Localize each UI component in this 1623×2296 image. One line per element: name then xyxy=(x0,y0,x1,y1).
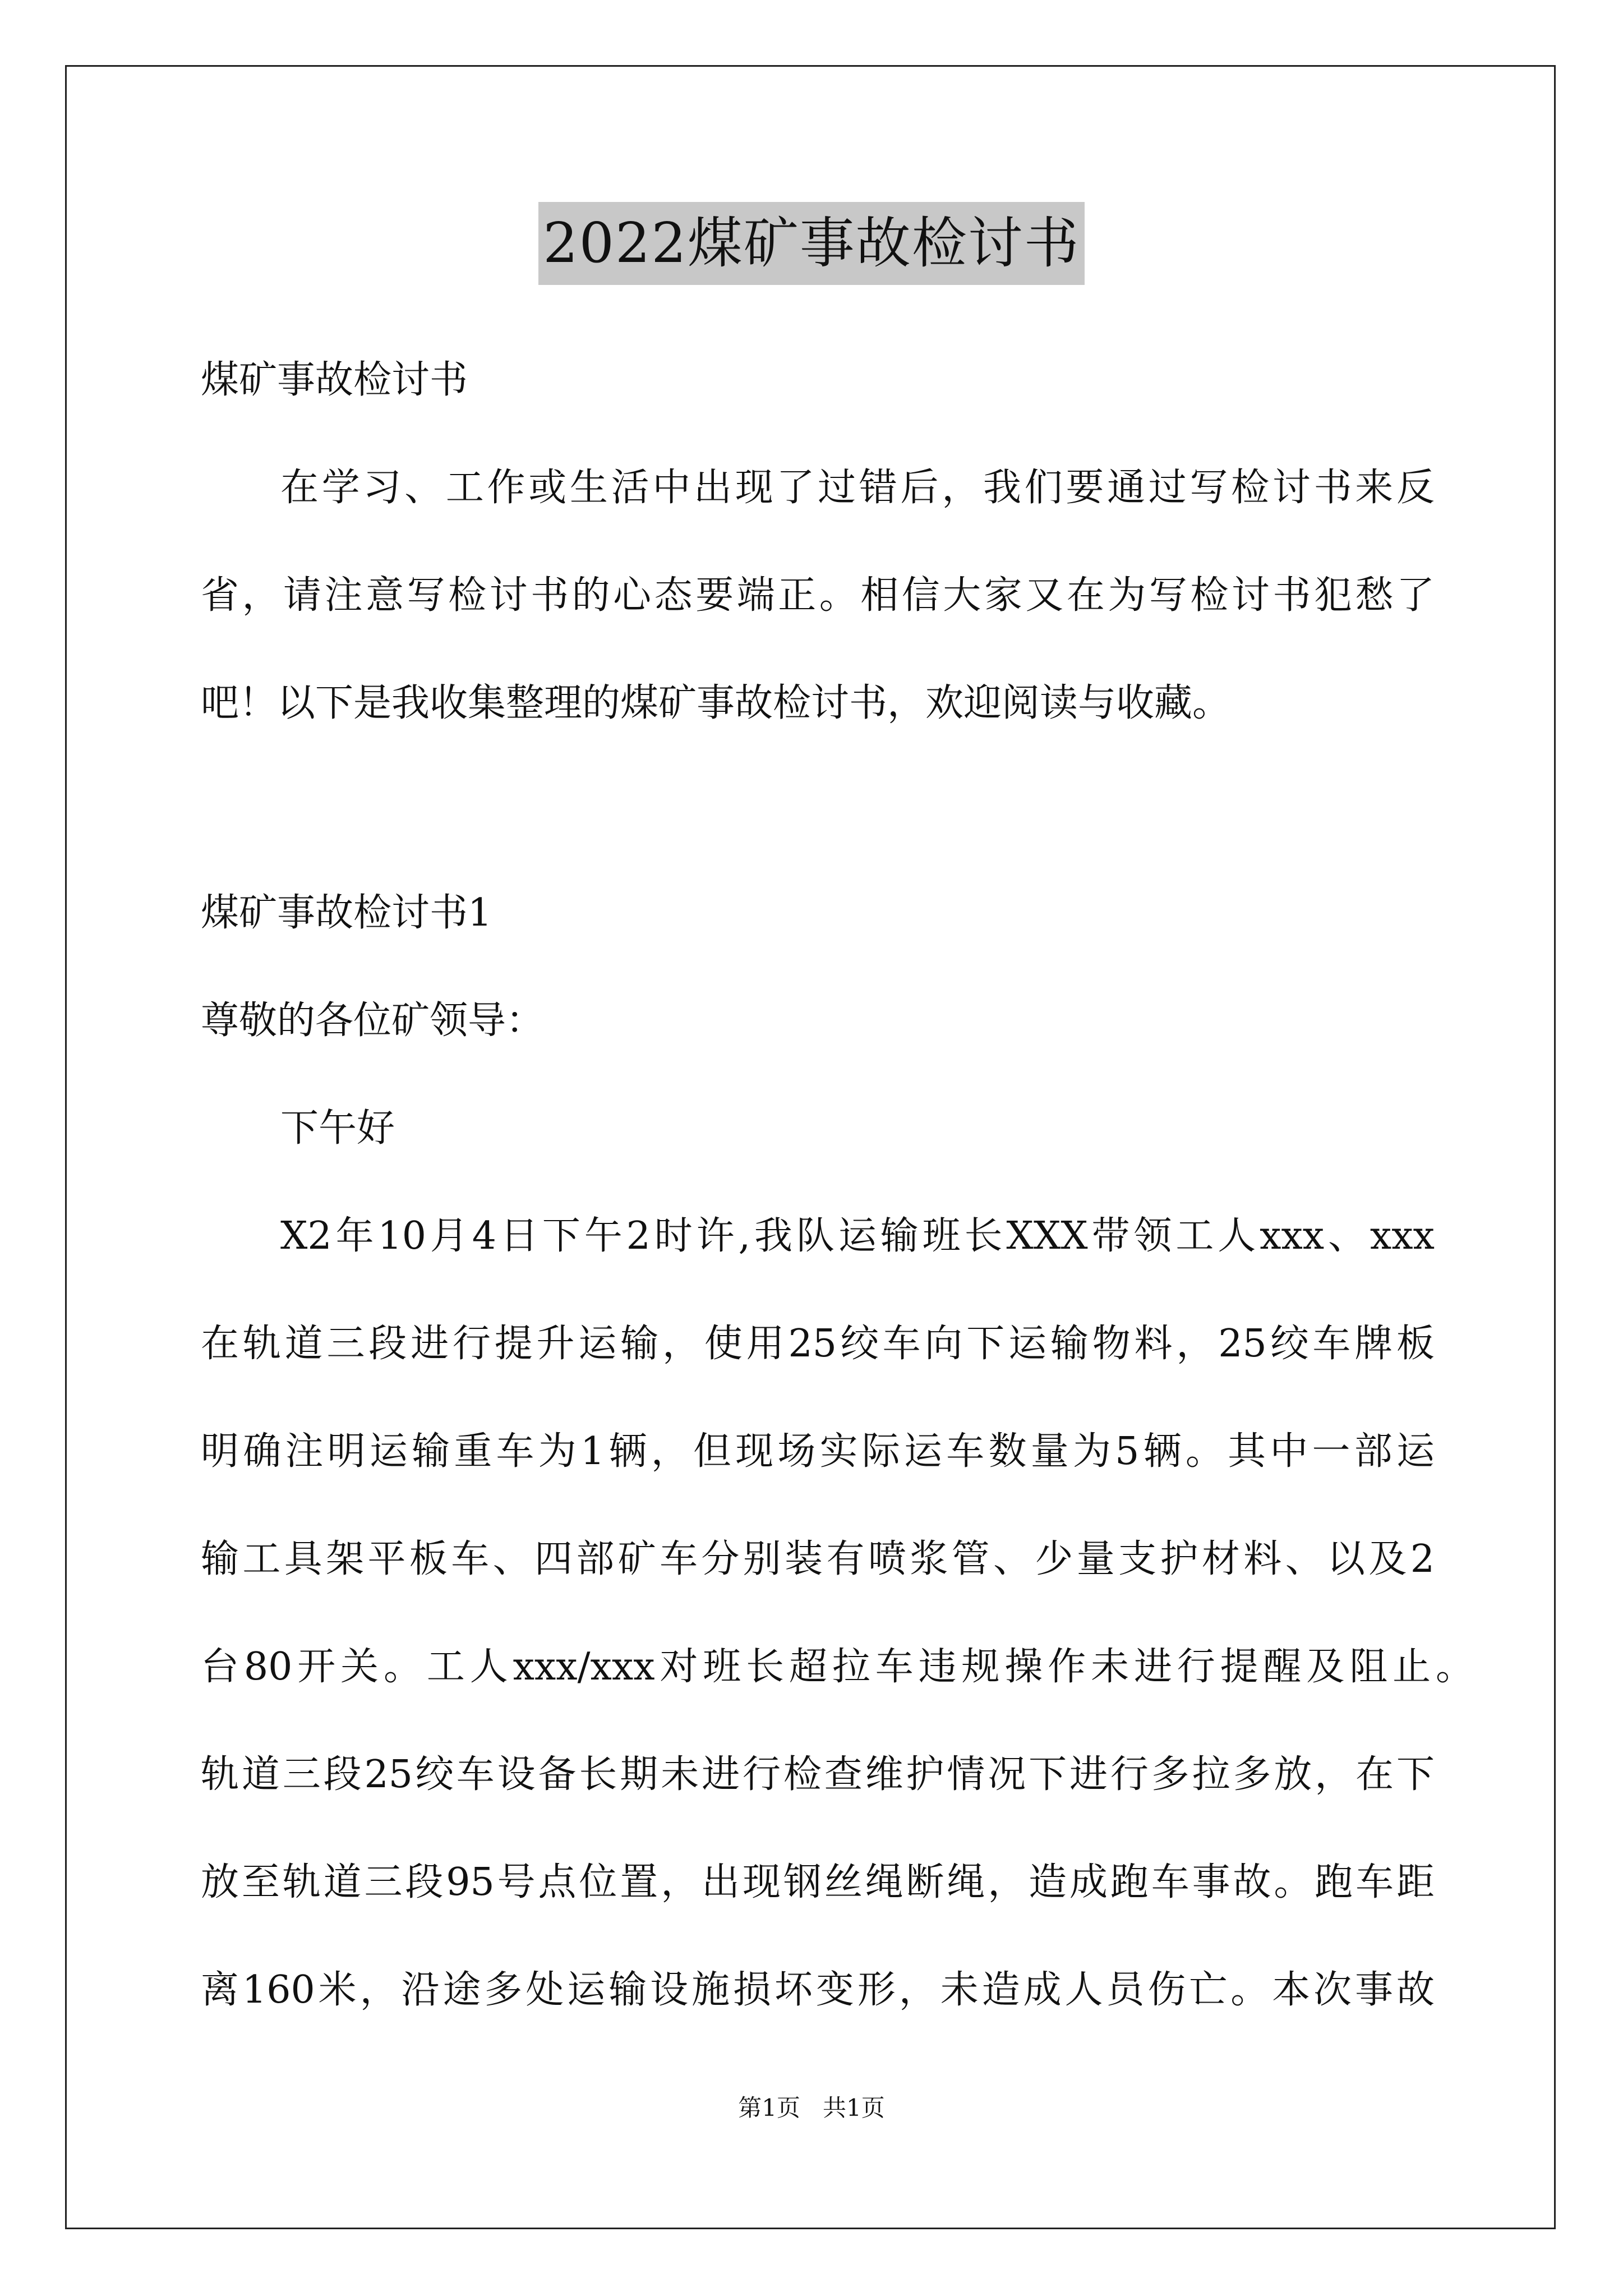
intro-line-1: 在学习、工作或生活中出现了过错后，我们要通过写检讨书来反 xyxy=(280,466,1435,510)
greeting: 下午好 xyxy=(280,1106,395,1151)
body-line-7: 放至轨道三段95号点位置，出现钢丝绳断绳，造成跑车事故。跑车距 xyxy=(201,1860,1435,1904)
section-heading: 煤矿事故检讨书 xyxy=(201,358,468,402)
body-line-4: 输工具架平板车、四部矿车分别装有喷浆管、少量支护材料、以及2 xyxy=(201,1537,1435,1581)
subsection-heading: 煤矿事故检讨书1 xyxy=(201,891,492,935)
salutation: 尊敬的各位矿领导： xyxy=(201,999,545,1043)
page-footer: 第1页 共1页 xyxy=(738,2094,885,2122)
intro-line-2: 省，请注意写检讨书的心态要端正。相信大家又在为写检讨书犯愁了 xyxy=(201,573,1435,618)
intro-line-3: 吧！以下是我收集整理的煤矿事故检讨书，欢迎阅读与收藏。 xyxy=(201,681,1231,725)
body-line-2: 在轨道三段进行提升运输，使用25绞车向下运输物料，25绞车牌板 xyxy=(201,1322,1435,1366)
body-line-3: 明确注明运输重车为1辆，但现场实际运车数量为5辆。其中一部运 xyxy=(201,1429,1435,1474)
title-container xyxy=(0,202,1623,285)
body-line-8: 离160米，沿途多处运输设施损坏变形，未造成人员伤亡。本次事故 xyxy=(201,1968,1435,2012)
body-line-6: 轨道三段25绞车设备长期未进行检查维护情况下进行多拉多放，在下 xyxy=(201,1752,1435,1797)
document-title: 2022煤矿事故检讨书 xyxy=(538,202,1084,285)
body-line-1: X2年10月4日下午2时许,我队运输班长XXX带领工人xxx、xxx xyxy=(280,1214,1435,1258)
body-line-5: 台80开关。工人xxx/xxx对班长超拉车违规操作未进行提醒及阻止。 xyxy=(201,1645,1474,1689)
